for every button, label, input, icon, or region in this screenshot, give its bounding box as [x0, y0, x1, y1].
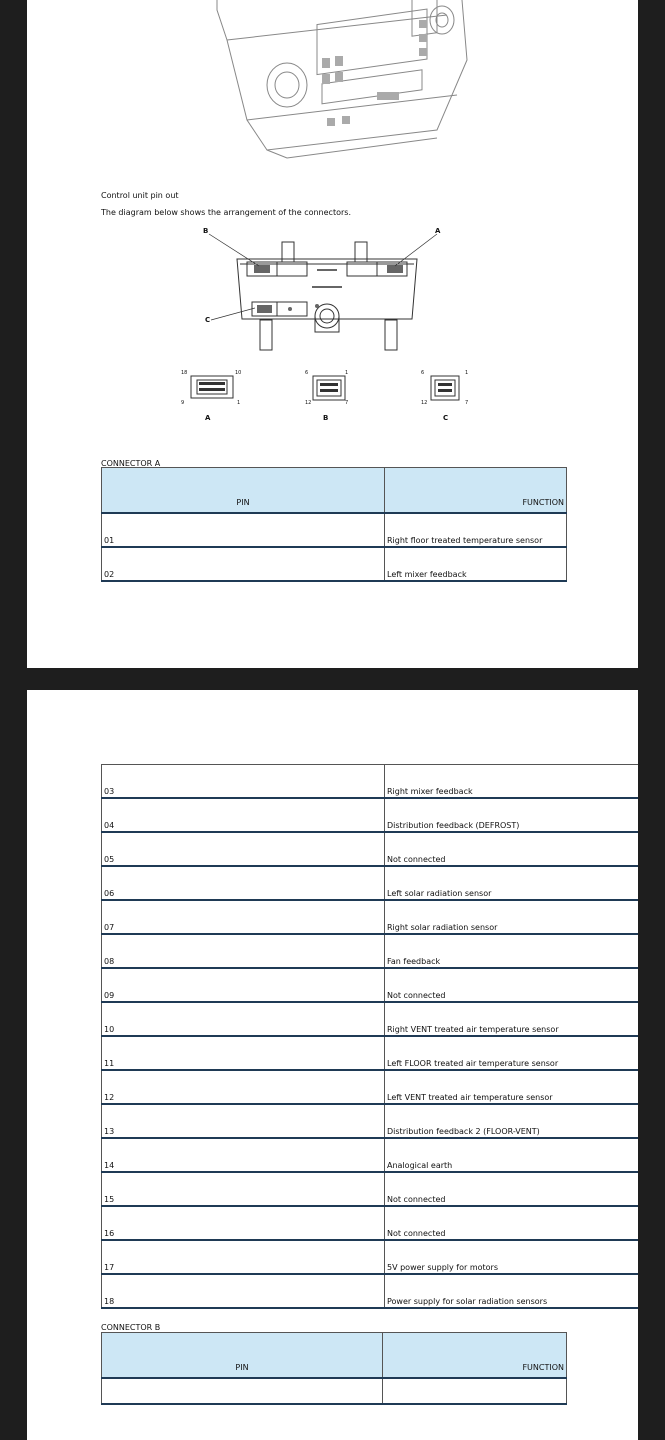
header-pin: PIN	[102, 1333, 383, 1379]
pin-cell: 12	[102, 1070, 385, 1104]
svg-text:7: 7	[465, 400, 469, 406]
svg-text:1: 1	[465, 370, 469, 376]
table-row	[102, 1274, 639, 1308]
svg-text:12: 12	[305, 400, 312, 406]
function-cell: Not connected	[385, 1206, 639, 1240]
function-cell: Left mixer feedback	[385, 547, 567, 581]
pin-cell: 14	[102, 1138, 385, 1172]
svg-text:7: 7	[345, 400, 349, 406]
function-cell: Right VENT treated air temperature sensor	[385, 1002, 639, 1036]
svg-text:1: 1	[237, 400, 241, 406]
panel-label-a: A	[435, 227, 441, 235]
svg-text:9: 9	[181, 400, 185, 406]
table-header-row	[102, 468, 567, 514]
connector-b-table	[101, 1332, 567, 1405]
function-cell: Distribution feedback 2 (FLOOR-VENT)	[385, 1104, 639, 1138]
pin-cell: 10	[102, 1002, 385, 1036]
svg-text:12: 12	[421, 400, 428, 406]
table-row	[102, 1036, 639, 1070]
table-row	[102, 1138, 639, 1172]
table-row	[102, 1240, 639, 1274]
connector-face-a	[177, 366, 247, 422]
pin-cell: 16	[102, 1206, 385, 1240]
function-cell: Analogical earth	[385, 1138, 639, 1172]
function-cell: Left solar radiation sensor	[385, 866, 639, 900]
document-page-1	[27, 0, 638, 668]
function-cell: Right mixer feedback	[385, 765, 639, 799]
table-row	[102, 1070, 639, 1104]
header-pin: PIN	[102, 468, 385, 514]
pin-cell: 08	[102, 934, 385, 968]
connector-a-table-part-2	[101, 764, 638, 1309]
panel-label-b: B	[203, 227, 209, 235]
header-function: FUNCTION	[385, 468, 567, 514]
connector-a-label: A	[205, 414, 211, 422]
table-row	[102, 968, 639, 1002]
function-cell: Fan feedback	[385, 934, 639, 968]
function-cell: 5V power supply for motors	[385, 1240, 639, 1274]
function-cell: Power supply for solar radiation sensors	[385, 1274, 639, 1308]
connector-b-title: CONNECTOR B	[101, 1323, 161, 1332]
table-row	[102, 765, 639, 799]
table-row	[102, 866, 639, 900]
table-row	[102, 1206, 639, 1240]
pin-cell: 11	[102, 1036, 385, 1070]
function-cell: Left VENT treated air temperature sensor	[385, 1070, 639, 1104]
function-cell: Left FLOOR treated air temperature sensor	[385, 1036, 639, 1070]
table-row	[102, 1104, 639, 1138]
table-row	[102, 900, 639, 934]
function-cell: Not connected	[385, 1172, 639, 1206]
table-row	[102, 832, 639, 866]
connector-face-c	[417, 366, 477, 422]
pin-cell: 05	[102, 832, 385, 866]
svg-text:10: 10	[235, 370, 242, 376]
pin-cell: 06	[102, 866, 385, 900]
connector-a-table-part-1	[101, 467, 567, 582]
table-row	[102, 1172, 639, 1206]
pin-cell: 17	[102, 1240, 385, 1274]
pin-cell	[102, 1378, 383, 1404]
pin-cell: 13	[102, 1104, 385, 1138]
svg-text:6: 6	[305, 370, 309, 376]
table-row	[102, 1002, 639, 1036]
pin-cell: 02	[102, 547, 385, 581]
function-cell: Not connected	[385, 968, 639, 1002]
section-title: Control unit pin out	[101, 191, 179, 200]
pin-cell: 04	[102, 798, 385, 832]
pin-cell: 18	[102, 1274, 385, 1308]
pin-cell: 09	[102, 968, 385, 1002]
pin-cell: 15	[102, 1172, 385, 1206]
table-row	[102, 1378, 567, 1404]
panel-label-c: C	[205, 316, 211, 324]
svg-text:18: 18	[181, 370, 188, 376]
pin-cell: 01	[102, 513, 385, 547]
svg-text:1: 1	[345, 370, 349, 376]
control-unit-illustration	[207, 0, 507, 165]
connector-face-b	[299, 366, 359, 422]
svg-text:6: 6	[421, 370, 425, 376]
table-header-row	[102, 1333, 567, 1379]
connector-layout-diagram	[197, 224, 457, 360]
connector-c-label: C	[443, 414, 449, 422]
function-cell: Distribution feedback (DEFROST)	[385, 798, 639, 832]
table-row	[102, 513, 567, 547]
table-row	[102, 934, 639, 968]
connector-b-label: B	[323, 414, 329, 422]
table-row	[102, 547, 567, 581]
intro-text: The diagram below shows the arrangement of the connectors.	[101, 208, 351, 217]
function-cell: Right floor treated temperature sensor	[385, 513, 567, 547]
function-cell: Not connected	[385, 832, 639, 866]
function-cell	[383, 1378, 567, 1404]
document-page-2	[27, 690, 638, 1440]
function-cell: Right solar radiation sensor	[385, 900, 639, 934]
pin-cell: 03	[102, 765, 385, 799]
header-function: FUNCTION	[383, 1333, 567, 1379]
pin-cell: 07	[102, 900, 385, 934]
connector-a-title: CONNECTOR A	[101, 459, 161, 468]
table-row	[102, 798, 639, 832]
